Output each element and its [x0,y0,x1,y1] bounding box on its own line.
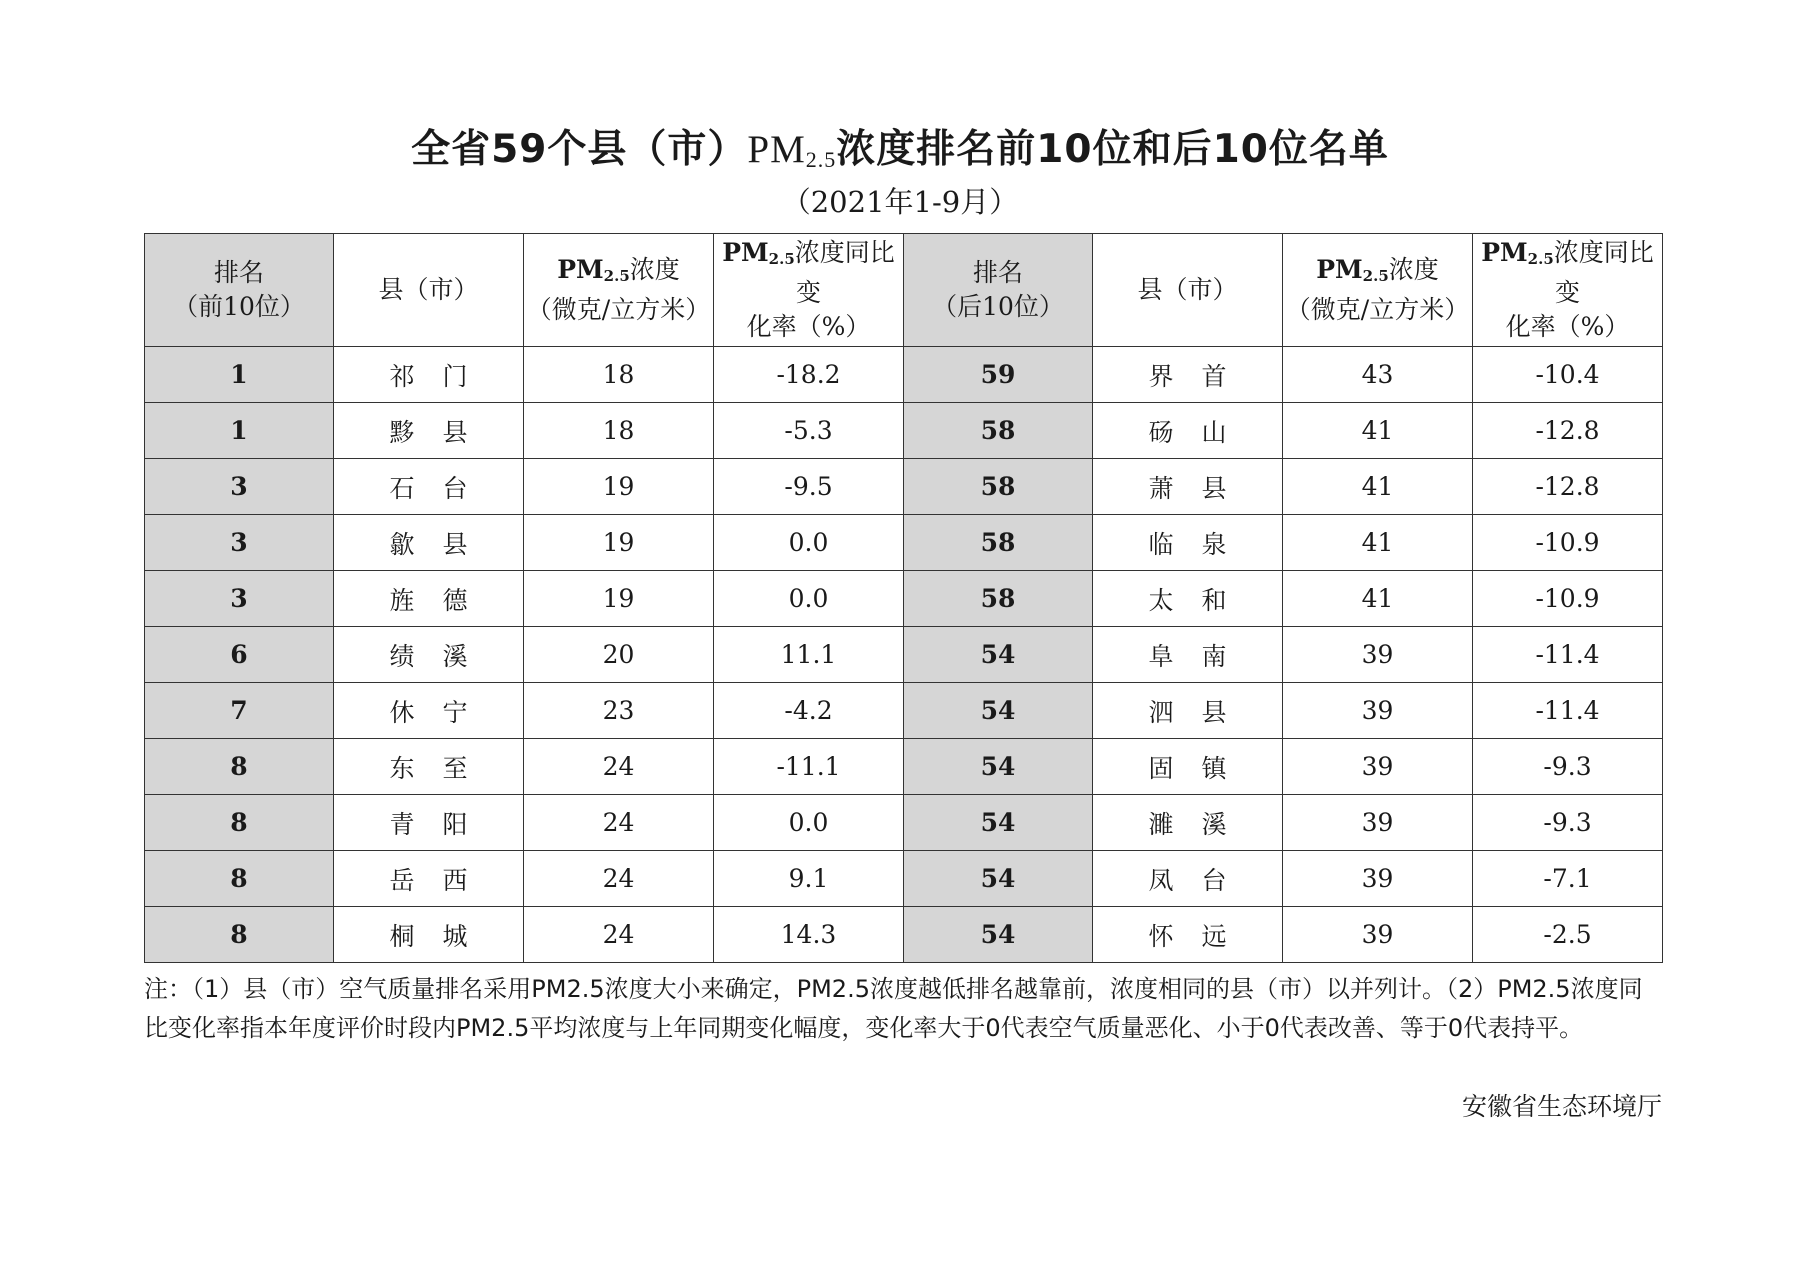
change-top-cell: -18.2 [714,347,904,403]
county-bottom-cell: 濉溪 [1093,795,1283,851]
rank-top-cell: 8 [145,851,334,907]
county-bottom-cell: 太和 [1093,571,1283,627]
header-pm-change-bottom [1473,234,1663,347]
footnote: 注：（1）县（市）空气质量排名采用PM2.5浓度大小来确定，PM2.5浓度越低排名越靠前，浓度相同的县（市）以并列计。（2）PM2.5浓度同比变化率指本年度评价时段内PM2.5平均浓度与上年同期变化幅度，变化率大于0代表空气质量恶化、小于0代表改善、等于0代表持平。 [144,975,1643,1042]
pm-bottom-cell: 39 [1283,907,1473,963]
change-bottom-cell: -10.9 [1473,515,1663,571]
change-bottom-cell: -7.1 [1473,851,1663,907]
rank-top-cell: 3 [145,515,334,571]
change-bottom-cell: -12.8 [1473,403,1663,459]
rank-bottom-cell: 54 [904,627,1093,683]
rank-bottom-cell: 54 [904,907,1093,963]
change-bottom-cell: -9.3 [1473,795,1663,851]
pm-top-cell: 19 [524,515,714,571]
rank-top-cell: 8 [145,739,334,795]
county-top-cell: 青阳 [334,795,524,851]
table-row [145,347,1663,403]
rank-bottom-cell: 54 [904,683,1093,739]
change-top-cell: 9.1 [714,851,904,907]
county-bottom-cell: 临泉 [1093,515,1283,571]
rank-bottom-cell: 58 [904,515,1093,571]
change-bottom-cell: -9.3 [1473,739,1663,795]
county-bottom-cell: 固镇 [1093,739,1283,795]
header-rank-top-line2: （前10位） [173,292,305,321]
change-bottom-cell: -10.9 [1473,571,1663,627]
change-top-cell: -9.5 [714,459,904,515]
change-top-cell: -5.3 [714,403,904,459]
pm-text: PM [1481,238,1528,267]
pm-sub: 2.5 [1362,267,1389,285]
change-top-cell: 14.3 [714,907,904,963]
change-top-cell: 11.1 [714,627,904,683]
table-row [145,795,1663,851]
change-bottom-cell: -11.4 [1473,627,1663,683]
county-top-cell: 休宁 [334,683,524,739]
county-top-cell: 岳西 [334,851,524,907]
pm-top-cell: 23 [524,683,714,739]
pm-top-cell: 20 [524,627,714,683]
table-row [145,459,1663,515]
rank-bottom-cell: 54 [904,851,1093,907]
pm-change-label: 浓度同比变 [794,238,895,307]
pm-bottom-cell: 41 [1283,515,1473,571]
change-top-cell: -11.1 [714,739,904,795]
header-rank-bottom-line1: 排名 [972,258,1023,287]
table-row [145,571,1663,627]
header-row [145,234,1663,347]
pm-top-cell: 18 [524,347,714,403]
rank-bottom-cell: 54 [904,795,1093,851]
change-top-cell: -4.2 [714,683,904,739]
change-bottom-cell: -12.8 [1473,459,1663,515]
county-top-cell: 绩溪 [334,627,524,683]
county-bottom-cell: 怀远 [1093,907,1283,963]
pm-sub: 2.5 [603,267,630,285]
issuer-signature: 安徽省生态环境厅 [1461,1092,1662,1121]
ranking-table [144,233,1663,963]
county-bottom-cell: 泗县 [1093,683,1283,739]
pm-text: PM [722,238,769,267]
rank-bottom-cell: 58 [904,403,1093,459]
change-bottom-cell: -11.4 [1473,683,1663,739]
change-top-cell: 0.0 [714,571,904,627]
table-row [145,739,1663,795]
pm-conc-unit: （微克/立方米） [526,295,711,324]
pm-change-label: 浓度同比变 [1553,238,1654,307]
header-pm-change-top [714,234,904,347]
pm-sub: 2.5 [768,250,795,268]
pm-text: PM [557,255,604,284]
pm-label [722,238,795,267]
county-top-cell: 旌德 [334,571,524,627]
county-top-cell: 桐城 [334,907,524,963]
rank-top-cell: 8 [145,795,334,851]
pm-top-cell: 24 [524,739,714,795]
change-bottom-cell: -10.4 [1473,347,1663,403]
county-top-cell: 祁门 [334,347,524,403]
title-pm [747,128,836,171]
table-row [145,851,1663,907]
rank-bottom-cell: 54 [904,739,1093,795]
pm-bottom-cell: 41 [1283,459,1473,515]
header-county-top: 县（市） [334,234,524,347]
county-top-cell: 东至 [334,739,524,795]
pm-text: PM [1316,255,1363,284]
pm-sub: 2.5 [1527,250,1554,268]
table-row [145,907,1663,963]
pm-bottom-cell: 39 [1283,795,1473,851]
pm-bottom-cell: 39 [1283,739,1473,795]
change-bottom-cell: -2.5 [1473,907,1663,963]
county-bottom-cell: 界首 [1093,347,1283,403]
county-bottom-cell: 凤台 [1093,851,1283,907]
rank-top-cell: 3 [145,459,334,515]
header-pm-conc-top [524,234,714,347]
pm-conc-unit: （微克/立方米） [1285,295,1470,324]
header-rank-bottom [904,234,1093,347]
change-top-cell: 0.0 [714,795,904,851]
table-row [145,627,1663,683]
pm-label [1316,255,1389,284]
pm-top-cell: 19 [524,459,714,515]
header-rank-top-line1: 排名 [213,258,264,287]
table-row [145,683,1663,739]
header-pm-conc-bottom [1283,234,1473,347]
page-title [0,118,1800,174]
pm-bottom-cell: 41 [1283,403,1473,459]
rank-top-cell: 8 [145,907,334,963]
title-suffix: 浓度排名前10位和后10位名单 [836,127,1389,172]
change-top-cell: 0.0 [714,515,904,571]
table-row [145,403,1663,459]
pm-change-label2: 化率（%） [746,312,871,341]
pm-label [1481,238,1554,267]
rank-bottom-cell: 59 [904,347,1093,403]
pm-bottom-cell: 39 [1283,683,1473,739]
county-bottom-cell: 砀山 [1093,403,1283,459]
county-top-cell: 歙县 [334,515,524,571]
rank-bottom-cell: 58 [904,459,1093,515]
pm-conc-label: 浓度 [629,255,680,284]
pm-top-cell: 18 [524,403,714,459]
county-top-cell: 黟县 [334,403,524,459]
pm-change-label2: 化率（%） [1505,312,1630,341]
header-rank-bottom-line2: （后10位） [932,292,1064,321]
header-county-bottom: 县（市） [1093,234,1283,347]
pm-top-cell: 19 [524,571,714,627]
header-rank-top [145,234,334,347]
title-prefix: 全省59个县（市） [411,127,748,172]
pm-bottom-cell: 43 [1283,347,1473,403]
title-pm-text: PM [747,128,806,171]
county-bottom-cell: 阜南 [1093,627,1283,683]
rank-top-cell: 6 [145,627,334,683]
pm-top-cell: 24 [524,795,714,851]
rank-top-cell: 7 [145,683,334,739]
pm-bottom-cell: 39 [1283,627,1473,683]
rank-top-cell: 3 [145,571,334,627]
rank-top-cell: 1 [145,347,334,403]
rank-top-cell: 1 [145,403,334,459]
rank-bottom-cell: 58 [904,571,1093,627]
pm-top-cell: 24 [524,907,714,963]
pm-bottom-cell: 41 [1283,571,1473,627]
pm-bottom-cell: 39 [1283,851,1473,907]
county-top-cell: 石台 [334,459,524,515]
table-row [145,515,1663,571]
pm-top-cell: 24 [524,851,714,907]
page-subtitle: （2021年1-9月） [781,185,1019,219]
pm-label [557,255,630,284]
county-bottom-cell: 萧县 [1093,459,1283,515]
pm-conc-label: 浓度 [1388,255,1439,284]
title-pm-sub: 2.5 [805,147,837,172]
